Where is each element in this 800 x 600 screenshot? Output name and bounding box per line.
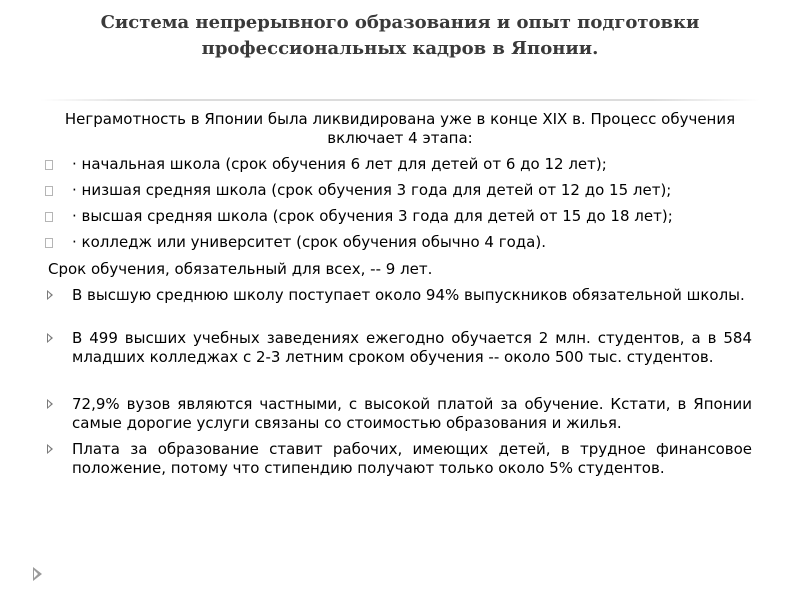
checkbox-bullet-icon: [45, 186, 53, 196]
triangle-bullet-icon: [47, 399, 53, 409]
triangle-bullet-icon: [47, 444, 53, 454]
compulsory-text: Срок обучения, обязательный для всех, -- 9 лет.: [48, 260, 433, 278]
slide-nav-arrow-icon[interactable]: [33, 567, 42, 581]
list-item-text: Плата за образование ставит рабочих, имеющих детей, в трудное финансовое положение, потому что стипендию получают только около 5% студентов.: [72, 440, 752, 477]
intro-paragraph: Неграмотность в Японии была ликвидирована уже в конце XIX в. Процесс обучения включает 4 этапа:: [64, 110, 736, 147]
checkbox-bullet-icon: [45, 160, 53, 170]
stage-text: · колледж или университет (срок обучения обычно 4 года).: [72, 233, 546, 251]
triangle-bullet-icon: [47, 290, 53, 300]
checkbox-bullet-icon: [45, 212, 53, 222]
title-divider: [40, 99, 760, 101]
list-item-text: В высшую среднюю школу поступает около 94% выпускников обязательной школы.: [72, 286, 745, 304]
triangle-bullet-icon: [47, 333, 53, 343]
list-item-text: В 499 высших учебных заведениях ежегодно обучается 2 млн. студентов, а в 584 младших колледжах с 2-3 летним сроком обучения -- около 500 тыс. студентов.: [72, 329, 752, 366]
checkbox-bullet-icon: [45, 238, 53, 248]
stage-text: · высшая средняя школа (срок обучения 3 года для детей от 15 до 18 лет);: [72, 207, 673, 225]
stage-text: · низшая средняя школа (срок обучения 3 года для детей от 12 до 15 лет);: [72, 181, 672, 199]
list-item-text: 72,9% вузов являются частными, с высокой платой за обучение. Кстати, в Японии самые дорогие услуги связаны со стоимостью образования и жилья.: [72, 395, 752, 432]
stage-text: · начальная школа (срок обучения 6 лет для детей от 6 до 12 лет);: [72, 155, 607, 173]
slide-title: Система непрерывного образования и опыт подготовки профессиональных кадров в Японии.: [100, 12, 700, 59]
